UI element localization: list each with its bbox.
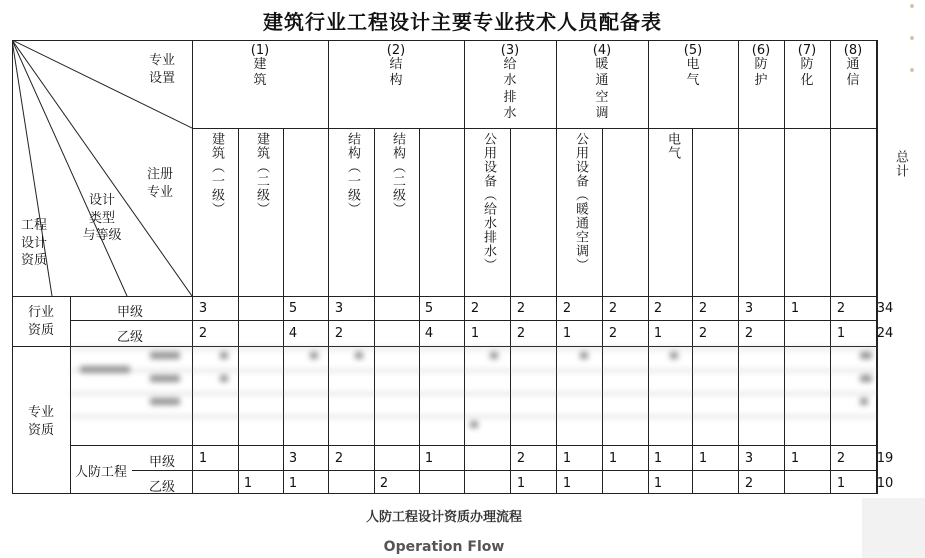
cell-value: 3 <box>334 301 344 316</box>
cell-value: 1 <box>470 326 480 341</box>
spec-4-name: 暖 通 空 调 <box>595 57 609 121</box>
header-zhuce-zhuanye: 注册 专业 <box>146 167 173 200</box>
cell-value: 2 <box>698 326 708 341</box>
cell-value: 3 <box>288 451 298 466</box>
spec-1-num: (1) <box>250 43 270 58</box>
cell-value: 1 <box>562 451 572 466</box>
cell-value: 1 <box>608 451 618 466</box>
caption-operation-flow: Operation Flow <box>383 539 505 555</box>
row-label-renfang-jia: 甲级 <box>148 455 175 470</box>
cell-value: 10 <box>876 476 894 491</box>
cell-value: 3 <box>744 301 754 316</box>
cell-value: 1 <box>516 476 526 491</box>
cell-value: 1 <box>653 476 663 491</box>
row-line <box>192 128 876 129</box>
cell-value: 5 <box>424 301 434 316</box>
row-label-zhuanye: 专业 资质 <box>27 405 54 438</box>
spec-3-num: (3) <box>500 43 520 58</box>
cell-value: 2 <box>744 326 754 341</box>
cell-value: 1 <box>562 326 572 341</box>
cell-value: 1 <box>790 451 800 466</box>
sub-total: 总计 <box>892 150 908 178</box>
cell-value: 1 <box>198 451 208 466</box>
row-line <box>70 320 878 321</box>
cell-value: 2 <box>198 326 208 341</box>
side-decoration <box>903 0 925 90</box>
cell-value: 3 <box>198 301 208 316</box>
cell-value: 2 <box>516 451 526 466</box>
cell-value: 2 <box>608 301 618 316</box>
spec-2-num: (2) <box>386 43 406 58</box>
cell-value: 2 <box>836 301 846 316</box>
cell-value: 4 <box>424 326 434 341</box>
cell-value: 1 <box>653 451 663 466</box>
subcol-line <box>374 128 375 494</box>
row-label-renfang-yi: 乙级 <box>148 480 175 495</box>
caption-process: 人防工程设计资质办理流程 <box>365 510 522 525</box>
sub-jz1: 建筑（一级） <box>208 132 224 216</box>
spec-8-num: (8) <box>843 43 863 58</box>
cell-value: 24 <box>876 326 894 341</box>
row-line <box>132 470 878 471</box>
cell-value: 2 <box>470 301 480 316</box>
blurred-region <box>70 348 877 439</box>
cell-value: 5 <box>288 301 298 316</box>
cell-value: 2 <box>744 476 754 491</box>
cell-value: 2 <box>379 476 389 491</box>
cell-value: 1 <box>698 451 708 466</box>
cell-value: 3 <box>744 451 754 466</box>
cell-value: 1 <box>790 301 800 316</box>
header-gongcheng-zizhi: 工程 设计 资质 <box>20 218 47 269</box>
cell-value: 1 <box>424 451 434 466</box>
spec-7-name: 防 化 <box>800 57 814 89</box>
cell-value: 34 <box>876 301 894 316</box>
cell-value: 2 <box>653 301 663 316</box>
row-line <box>70 445 878 446</box>
cell-value: 2 <box>334 326 344 341</box>
cell-value: 1 <box>836 326 846 341</box>
spec-6-name: 防 护 <box>754 57 768 89</box>
header-sheji-leixing: 设计 类型 与等级 <box>82 193 122 244</box>
staffing-table <box>12 40 908 495</box>
cell-value: 2 <box>836 451 846 466</box>
sub-jg1: 结构（一级） <box>344 132 360 216</box>
spec-2-name: 结 构 <box>389 57 403 89</box>
cell-value: 2 <box>608 326 618 341</box>
cell-value: 1 <box>653 326 663 341</box>
corner-panel <box>862 498 925 558</box>
spec-5-num: (5) <box>683 43 703 58</box>
cell-value: 4 <box>288 326 298 341</box>
spec-3-name: 给 水 排 水 <box>503 57 517 121</box>
page-title: 建筑行业工程设计主要专业技术人员配备表 <box>263 10 662 34</box>
spec-5-name: 电 气 <box>686 57 700 89</box>
spec-7-num: (7) <box>797 43 817 58</box>
row-label-hangye-jia: 甲级 <box>116 305 143 320</box>
cell-value: 2 <box>516 326 526 341</box>
sub-gs: 公用设备（给水排水） <box>480 132 496 272</box>
sub-dq: 电气 <box>664 132 680 160</box>
cell-value: 2 <box>562 301 572 316</box>
row-line <box>12 296 878 297</box>
sub-nt: 公用设备（暖通空调） <box>572 132 588 272</box>
cell-value: 1 <box>288 476 298 491</box>
spec-1-name: 建 筑 <box>253 57 267 89</box>
spec-8-name: 通 信 <box>846 57 860 89</box>
sub-jz2: 建筑（二级） <box>253 132 269 216</box>
cell-value: 19 <box>876 451 894 466</box>
spec-4-num: (4) <box>592 43 612 58</box>
cell-value: 2 <box>698 301 708 316</box>
row-line <box>12 346 878 347</box>
sub-jg2: 结构（二级） <box>389 132 405 216</box>
row-label-hangye: 行业 资质 <box>27 305 54 338</box>
row-label-hangye-yi: 乙级 <box>116 330 143 345</box>
subcol-line <box>238 128 239 494</box>
cell-value: 1 <box>243 476 253 491</box>
cell-value: 2 <box>334 451 344 466</box>
row-label-renfang: 人防工程 <box>74 465 127 480</box>
header-zhuanye-shezhi: 专业 设置 <box>148 53 175 86</box>
cell-value: 1 <box>836 476 846 491</box>
spec-6-num: (6) <box>751 43 771 58</box>
cell-value: 1 <box>562 476 572 491</box>
cell-value: 2 <box>516 301 526 316</box>
